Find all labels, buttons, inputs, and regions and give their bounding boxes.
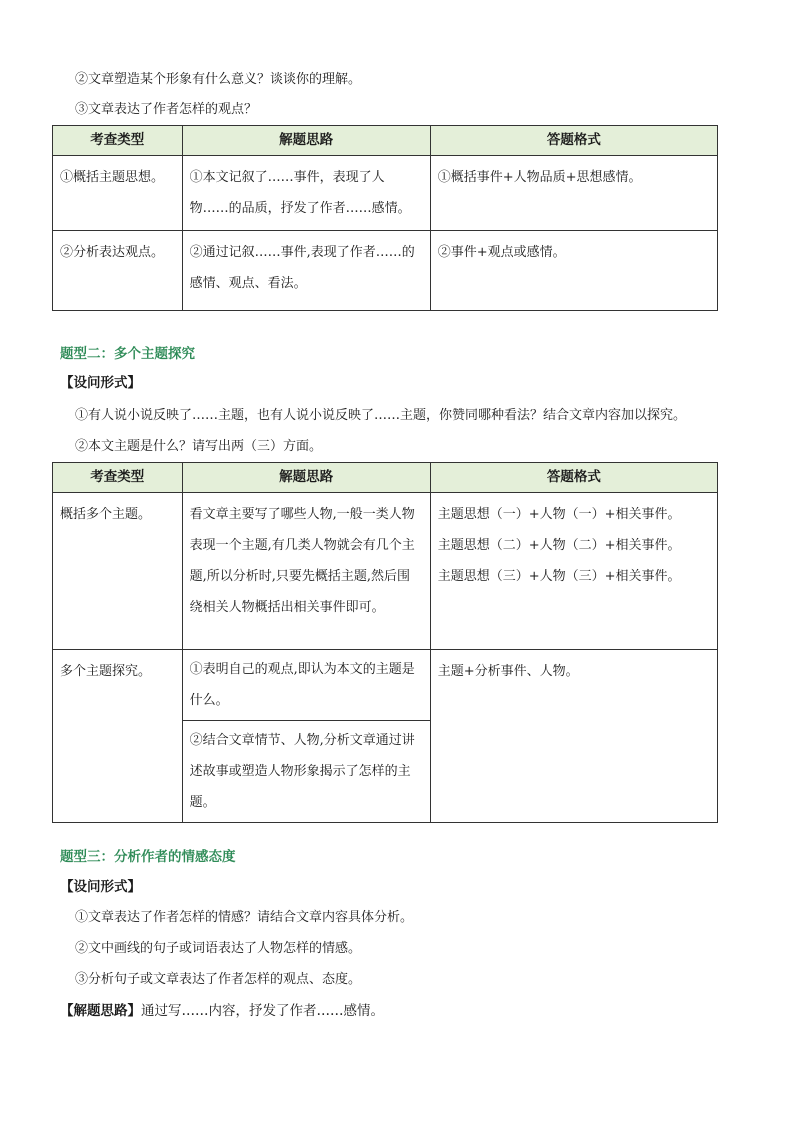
- format-line-3: 主题思想（三）+人物（三）+相关事件。: [437, 569, 681, 584]
- table-question-types-2: [52, 462, 718, 823]
- table-row: [53, 231, 718, 311]
- table-row: [53, 650, 718, 721]
- header-method: 解题思路: [182, 463, 430, 493]
- section-3-question-1: ①文章表达了作者怎样的情感？请结合文章内容具体分析。: [75, 910, 414, 925]
- cell-method: 看文章主要写了哪些人物,一般一类人物表现一个主题,有几类人物就会有几个主题,所以分析时,只要先概括主题,然后围绕相关人物概括出相关事件即可。: [189, 507, 415, 615]
- format-line-1: 主题思想（一）+人物（一）+相关事件。: [437, 507, 681, 522]
- cell-format: 主题+分析事件、人物。: [437, 664, 579, 679]
- header-type: 考查类型: [53, 463, 183, 493]
- table-question-types-1: [52, 125, 718, 311]
- section-3-method: [60, 1002, 384, 1020]
- cell-method: ①本文记叙了……事件，表现了人物……的品质，抒发了作者……感情。: [189, 170, 411, 216]
- section-2-question-2: ②本文主题是什么？请写出两（三）方面。: [75, 439, 323, 454]
- cell-method: ②通过记叙……事件,表现了作者……的感情、观点、看法。: [189, 245, 415, 291]
- intro-question-2: ②文章塑造某个形象有什么意义？谈谈你的理解。: [75, 72, 362, 87]
- cell-format: ②事件+观点或感情。: [437, 245, 566, 260]
- cell-type: 多个主题探究。: [60, 664, 152, 679]
- cell-format: ①概括事件+人物品质+思想感情。: [437, 170, 642, 185]
- cell-method-b: ②结合文章情节、人物,分析文章通过讲述故事或塑造人物形象揭示了怎样的主题。: [189, 733, 415, 810]
- cell-method-a: ①表明自己的观点,即认为本文的主题是什么。: [189, 662, 415, 708]
- section-3-form-label: 【设问形式】: [60, 879, 141, 895]
- method-label: 【解题思路】: [60, 1003, 141, 1019]
- intro-question-3: ③文章表达了作者怎样的观点？: [75, 102, 258, 117]
- method-text: 通过写……内容，抒发了作者……感情。: [141, 1003, 384, 1019]
- cell-type: 概括多个主题。: [60, 507, 152, 522]
- table-row: [53, 493, 718, 650]
- header-method: 解题思路: [182, 126, 430, 156]
- cell-format: [431, 493, 717, 598]
- header-format: 答题格式: [430, 126, 717, 156]
- cell-type: ①概括主题思想。: [60, 170, 165, 185]
- section-2-title: 题型二：多个主题探究: [60, 346, 195, 362]
- table-row: [53, 156, 718, 231]
- section-3-question-3: ③分析句子或文章表达了作者怎样的观点、态度。: [75, 972, 362, 987]
- cell-type: ②分析表达观点。: [60, 245, 165, 260]
- header-type: 考查类型: [53, 126, 183, 156]
- section-3-question-2: ②文中画线的句子或词语表达了人物怎样的情感。: [75, 941, 362, 956]
- section-3-title: 题型三：分析作者的情感态度: [60, 849, 236, 865]
- table-header-row: [53, 126, 718, 156]
- section-2-form-label: 【设问形式】: [60, 375, 141, 391]
- format-line-2: 主题思想（二）+人物（二）+相关事件。: [437, 538, 681, 553]
- table-header-row: [53, 463, 718, 493]
- header-format: 答题格式: [430, 463, 717, 493]
- section-2-question-1: ①有人说小说反映了……主题，也有人说小说反映了……主题，你赞同哪种看法？结合文章内容加以探究。: [75, 408, 687, 423]
